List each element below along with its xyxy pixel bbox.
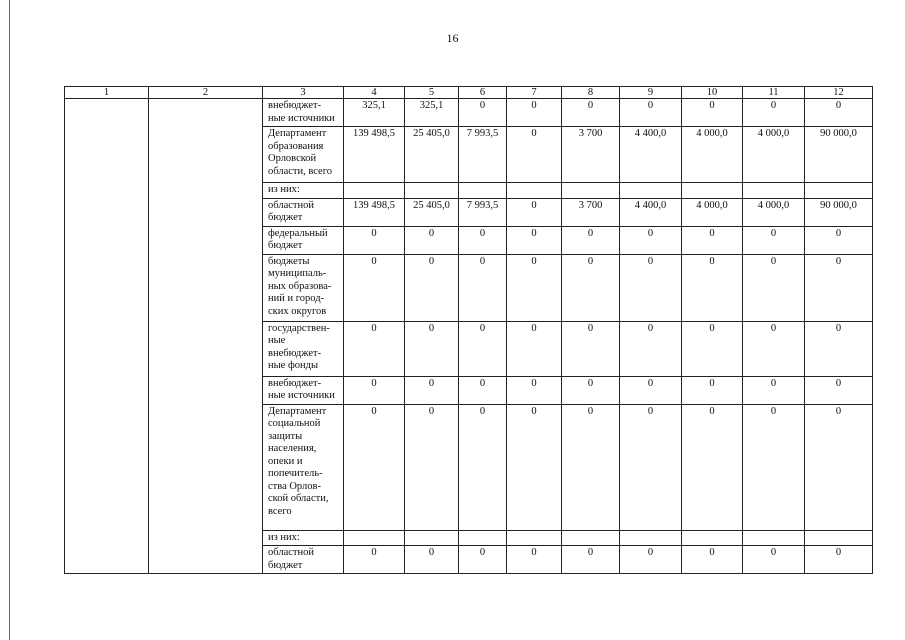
value-cell: 4 000,0 <box>682 198 743 226</box>
value-cell: 0 <box>620 254 682 321</box>
source-label-cell: внебюджет- ные источники <box>263 376 344 404</box>
column-number-cell: 11 <box>743 87 805 99</box>
column-number-cell: 7 <box>507 87 562 99</box>
value-cell <box>620 183 682 199</box>
value-cell <box>459 183 507 199</box>
value-cell: 0 <box>459 376 507 404</box>
source-label-cell: областной бюджет <box>263 546 344 574</box>
value-cell: 0 <box>405 546 459 574</box>
value-cell: 0 <box>620 99 682 127</box>
value-cell: 0 <box>682 254 743 321</box>
value-cell: 0 <box>344 254 405 321</box>
column-number-cell: 1 <box>65 87 149 99</box>
source-label-cell: федеральный бюджет <box>263 226 344 254</box>
column-number-cell: 2 <box>149 87 263 99</box>
column-1-cell <box>65 99 149 574</box>
value-cell: 0 <box>405 254 459 321</box>
value-cell: 0 <box>620 321 682 376</box>
column-number-cell: 3 <box>263 87 344 99</box>
value-cell: 0 <box>344 226 405 254</box>
value-cell <box>682 530 743 546</box>
value-cell: 0 <box>805 321 873 376</box>
table-row <box>65 99 873 127</box>
column-number-cell: 9 <box>620 87 682 99</box>
value-cell: 0 <box>344 404 405 530</box>
value-cell: 0 <box>805 226 873 254</box>
value-cell: 0 <box>562 226 620 254</box>
value-cell: 139 498,5 <box>344 198 405 226</box>
value-cell <box>682 183 743 199</box>
source-label-cell: Департамент образования Орловской области, всего <box>263 127 344 183</box>
value-cell: 0 <box>682 546 743 574</box>
value-cell: 325,1 <box>344 99 405 127</box>
value-cell: 325,1 <box>405 99 459 127</box>
value-cell <box>344 183 405 199</box>
value-cell: 0 <box>459 254 507 321</box>
budget-table <box>64 86 873 574</box>
value-cell: 0 <box>805 546 873 574</box>
value-cell <box>405 183 459 199</box>
value-cell: 0 <box>743 546 805 574</box>
value-cell: 0 <box>507 404 562 530</box>
value-cell: 4 000,0 <box>743 198 805 226</box>
value-cell: 0 <box>562 254 620 321</box>
value-cell: 0 <box>743 254 805 321</box>
value-cell <box>620 530 682 546</box>
value-cell: 0 <box>507 254 562 321</box>
value-cell: 90 000,0 <box>805 198 873 226</box>
value-cell: 0 <box>507 127 562 183</box>
value-cell: 0 <box>743 226 805 254</box>
value-cell: 0 <box>743 99 805 127</box>
value-cell: 0 <box>507 321 562 376</box>
value-cell <box>805 530 873 546</box>
source-label-cell: Департамент социальной защиты населения, опеки и попечитель- ства Орлов- ской области, всего <box>263 404 344 530</box>
value-cell: 3 700 <box>562 127 620 183</box>
value-cell: 4 400,0 <box>620 198 682 226</box>
column-number-cell: 8 <box>562 87 620 99</box>
source-label-cell: государствен- ные внебюджет- ные фонды <box>263 321 344 376</box>
value-cell: 0 <box>405 376 459 404</box>
source-label-cell: из них: <box>263 530 344 546</box>
value-cell: 0 <box>344 546 405 574</box>
value-cell: 0 <box>562 376 620 404</box>
value-cell <box>562 183 620 199</box>
value-cell <box>743 183 805 199</box>
value-cell: 0 <box>459 226 507 254</box>
column-number-cell: 4 <box>344 87 405 99</box>
value-cell: 0 <box>344 321 405 376</box>
value-cell <box>344 530 405 546</box>
value-cell: 0 <box>562 321 620 376</box>
value-cell: 0 <box>507 226 562 254</box>
value-cell: 0 <box>805 99 873 127</box>
value-cell: 4 400,0 <box>620 127 682 183</box>
value-cell: 0 <box>805 376 873 404</box>
value-cell: 25 405,0 <box>405 198 459 226</box>
value-cell: 0 <box>620 404 682 530</box>
page-left-edge <box>9 0 10 640</box>
value-cell <box>562 530 620 546</box>
value-cell: 0 <box>344 376 405 404</box>
column-number-row <box>65 87 873 99</box>
value-cell: 0 <box>562 99 620 127</box>
column-2-cell <box>149 99 263 574</box>
value-cell: 0 <box>562 546 620 574</box>
value-cell: 0 <box>682 376 743 404</box>
value-cell: 0 <box>620 376 682 404</box>
value-cell: 7 993,5 <box>459 127 507 183</box>
value-cell: 0 <box>562 404 620 530</box>
value-cell: 0 <box>507 546 562 574</box>
page-number: 16 <box>446 31 459 45</box>
value-cell: 139 498,5 <box>344 127 405 183</box>
column-number-cell: 5 <box>405 87 459 99</box>
source-label-cell: из них: <box>263 183 344 199</box>
value-cell: 0 <box>405 404 459 530</box>
value-cell: 0 <box>507 376 562 404</box>
value-cell: 4 000,0 <box>682 127 743 183</box>
value-cell: 0 <box>459 546 507 574</box>
value-cell: 0 <box>743 321 805 376</box>
value-cell: 0 <box>682 404 743 530</box>
column-number-cell: 10 <box>682 87 743 99</box>
value-cell: 0 <box>743 404 805 530</box>
value-cell <box>507 530 562 546</box>
value-cell <box>507 183 562 199</box>
value-cell: 0 <box>459 99 507 127</box>
column-number-cell: 6 <box>459 87 507 99</box>
value-cell: 0 <box>507 99 562 127</box>
value-cell <box>743 530 805 546</box>
value-cell: 0 <box>682 321 743 376</box>
value-cell: 0 <box>405 321 459 376</box>
value-cell: 0 <box>682 99 743 127</box>
value-cell <box>805 183 873 199</box>
value-cell: 0 <box>805 254 873 321</box>
value-cell: 4 000,0 <box>743 127 805 183</box>
value-cell: 0 <box>507 198 562 226</box>
value-cell: 25 405,0 <box>405 127 459 183</box>
value-cell: 0 <box>805 404 873 530</box>
value-cell: 0 <box>459 321 507 376</box>
source-label-cell: внебюджет- ные источники <box>263 99 344 127</box>
value-cell: 0 <box>620 226 682 254</box>
source-label-cell: бюджеты муниципаль- ных образова- ний и город- ских округов <box>263 254 344 321</box>
value-cell: 90 000,0 <box>805 127 873 183</box>
value-cell <box>405 530 459 546</box>
column-number-cell: 12 <box>805 87 873 99</box>
value-cell: 0 <box>405 226 459 254</box>
value-cell: 0 <box>459 404 507 530</box>
value-cell: 0 <box>743 376 805 404</box>
value-cell: 0 <box>620 546 682 574</box>
value-cell: 7 993,5 <box>459 198 507 226</box>
value-cell <box>459 530 507 546</box>
value-cell: 3 700 <box>562 198 620 226</box>
source-label-cell: областной бюджет <box>263 198 344 226</box>
value-cell: 0 <box>682 226 743 254</box>
